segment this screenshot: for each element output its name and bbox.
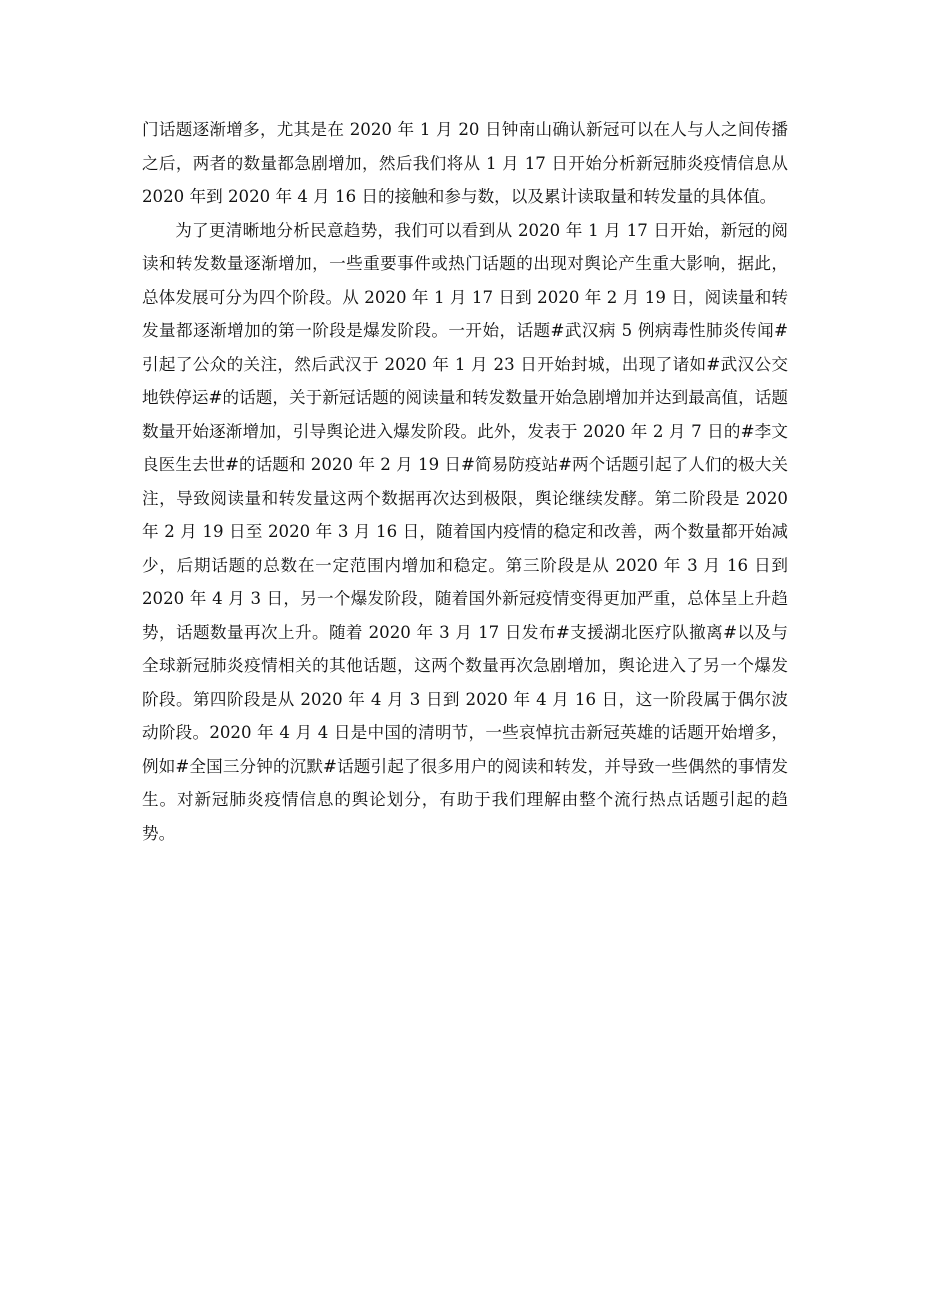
paragraph-continuation: 门话题逐渐增多，尤其是在 2020 年 1 月 20 日钟南山确认新冠可以在人与人之间传播之后，两者的数量都急剧增加，然后我们将从 1 月 17 日开始分析新冠肺炎疫情信息从 2020 年到 2020 年 4 月 16 日的接触和参与数，以及累计读取量和转发量的具体值。 — [142, 120, 788, 206]
paragraph-phase-analysis: 为了更清晰地分析民意趋势，我们可以看到从 2020 年 1 月 17 日开始，新冠的阅读和转发数量逐渐增加，一些重要事件或热门话题的出现对舆论产生重大影响，据此，总体发展可分为四个阶段。从 2020 年 1 月 17 日到 2020 年 2 月 19 日，阅读量和转发量都逐渐增加的第一阶段是爆发阶段。一开始，话题#武汉病 5 例病毒性肺炎传闻#引起了公众的关注，然后武汉于 2020 年 1 月 23 日开始封城，出现了诸如#武汉公交地铁停运#的话题，关于新冠话题的阅读量和转发数量开始急剧增加并达到最高值，话题数量开始逐渐增加，引导舆论进入爆发阶段。此外，发表于 2020 年 2 月 7 日的#李文良医生去世#的话题和 2020 年 2 月 19 日#简易防疫站#两个话题引起了人们的极大关注，导致阅读量和转发量这两个数据再次达到极限，舆论继续发酵。第二阶段是 2020 年 2 月 19 日至 2020 年 3 月 16 日，随着国内疫情的稳定和改善，两个数量都开始减少，后期话题的总数在一定范围内增加和稳定。第三阶段是从 2020 年 3 月 16 日到 2020 年 4 月 3 日，另一个爆发阶段，随着国外新冠疫情变得更加严重，总体呈上升趋势，话题数量再次上升。随着 2020 年 3 月 17 日发布#支援湖北医疗队撤离#以及与全球新冠肺炎疫情相关的其他话题，这两个数量再次急剧增加，舆论进入了另一个爆发阶段。第四阶段是从 2020 年 4 月 3 日到 2020 年 4 月 16 日，这一阶段属于偶尔波动阶段。2020 年 4 月 4 日是中国的清明节，一些哀悼抗击新冠英雄的话题开始增多，例如#全国三分钟的沉默#话题引起了很多用户的阅读和转发，并导致一些偶然的事情发生。对新冠肺炎疫情信息的舆论划分，有助于我们理解由整个流行热点话题引起的趋势。 — [142, 220, 788, 843]
body-text — [142, 113, 788, 850]
